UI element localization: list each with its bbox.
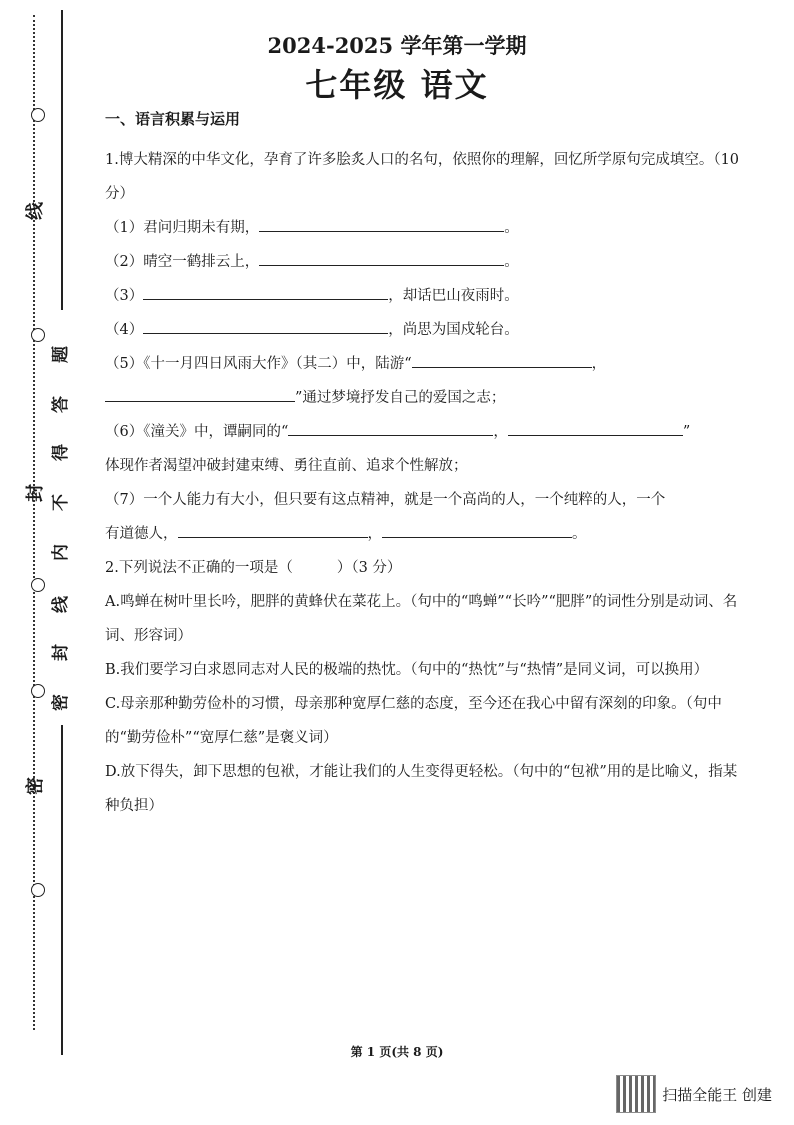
question-2-stem: 2.下列说法不正确的一项是（ ）（3 分） — [105, 560, 402, 576]
question-1-stem: 1.博大精深的中华文化，孕育了许多脍炙人口的名句，依照你的理解，回忆所学原句完成填空。（10 分） — [105, 152, 740, 202]
q2-option-b: B.我们要学习白求恩同志对人民的极端的热忱。（句中的“热忱”与“热情”是同义词，可以换用） — [105, 662, 709, 678]
answer-blank[interactable] — [508, 419, 683, 436]
cut-line-dotted — [33, 15, 35, 1030]
answer-blank[interactable] — [259, 249, 504, 266]
margin-char: 内 — [51, 544, 71, 561]
answer-blank[interactable] — [143, 317, 388, 334]
binding-hole — [31, 328, 45, 342]
q1-item-7-cont: 有道德人， ， 。 — [105, 517, 745, 551]
exam-content — [105, 108, 745, 823]
binding-line-bottom — [61, 725, 63, 1055]
margin-char-outer: 封 — [25, 484, 46, 502]
exam-grade-subject: 七年级 语文 — [305, 66, 489, 104]
q1-item-7: （7）一个人能力有大小，但只要有这点精神，就是一个高尚的人，一个纯粹的人，一个 — [105, 492, 666, 508]
q1-item-6: （6）《潼关》中，谭嗣同的“ ， ” — [105, 415, 745, 449]
answer-blank[interactable] — [178, 521, 368, 538]
binding-hole — [31, 108, 45, 122]
answer-blank[interactable] — [143, 283, 388, 300]
page-number: 第 1 页(共 8 页) — [350, 1045, 444, 1059]
margin-char: 不 — [51, 494, 71, 511]
answer-blank[interactable] — [382, 521, 572, 538]
margin-char: 题 — [51, 346, 71, 363]
exam-term-title: 2024-2025 学年第一学期 — [267, 33, 527, 58]
q1-item-5-cont: ”通过梦境抒发自己的爱国之志； — [105, 381, 745, 415]
binding-margin — [0, 0, 80, 1125]
qr-code-icon — [616, 1075, 656, 1113]
answer-blank[interactable] — [412, 351, 592, 368]
margin-char: 得 — [51, 444, 71, 461]
q2-option-c: C.母亲那种勤劳俭朴的习惯，母亲那种宽厚仁慈的态度，至今还在我心中留有深刻的印象。（句中的“勤劳俭朴”“宽厚仁慈”是褒义词） — [105, 696, 722, 746]
margin-char: 答 — [51, 396, 71, 413]
answer-blank[interactable] — [259, 215, 504, 232]
q2-option-d: D.放下得失，卸下思想的包袱，才能让我们的人生变得更轻松。（句中的“包袱”用的是比喻义，指某种负担） — [105, 764, 738, 814]
binding-hole — [31, 578, 45, 592]
q1-item-4: （4） ，尚思为国戍轮台。 — [105, 313, 745, 347]
binding-hole — [31, 883, 45, 897]
binding-hole — [31, 684, 45, 698]
q1-item-1: （1）君问归期未有期， 。 — [105, 211, 745, 245]
margin-char-outer: 密 — [25, 777, 46, 795]
margin-char: 线 — [51, 596, 71, 613]
q1-item-5: （5）《十一月四日风雨大作》（其二）中，陆游“ ， — [105, 347, 745, 381]
margin-char: 封 — [51, 644, 71, 661]
q2-option-a: A.鸣蝉在树叶里长吟，肥胖的黄蜂伏在菜花上。（句中的“鸣蝉”“长吟”“肥胖”的词性分别是动词、名词、形容词） — [105, 594, 738, 644]
scanner-watermark — [616, 1075, 772, 1113]
margin-char: 密 — [51, 694, 71, 711]
answer-blank[interactable] — [105, 385, 295, 402]
section-title: 一、语言积累与运用 — [105, 110, 241, 128]
q1-item-6-cont: 体现作者渴望冲破封建束缚、勇往直前、追求个性解放； — [105, 458, 468, 474]
answer-blank[interactable] — [288, 419, 493, 436]
q1-item-3: （3） ，却话巴山夜雨时。 — [105, 279, 745, 313]
q1-item-2: （2）晴空一鹤排云上， 。 — [105, 245, 745, 279]
scanner-label: 扫描全能王 创建 — [662, 1085, 772, 1104]
margin-char-outer: 线 — [25, 202, 46, 220]
